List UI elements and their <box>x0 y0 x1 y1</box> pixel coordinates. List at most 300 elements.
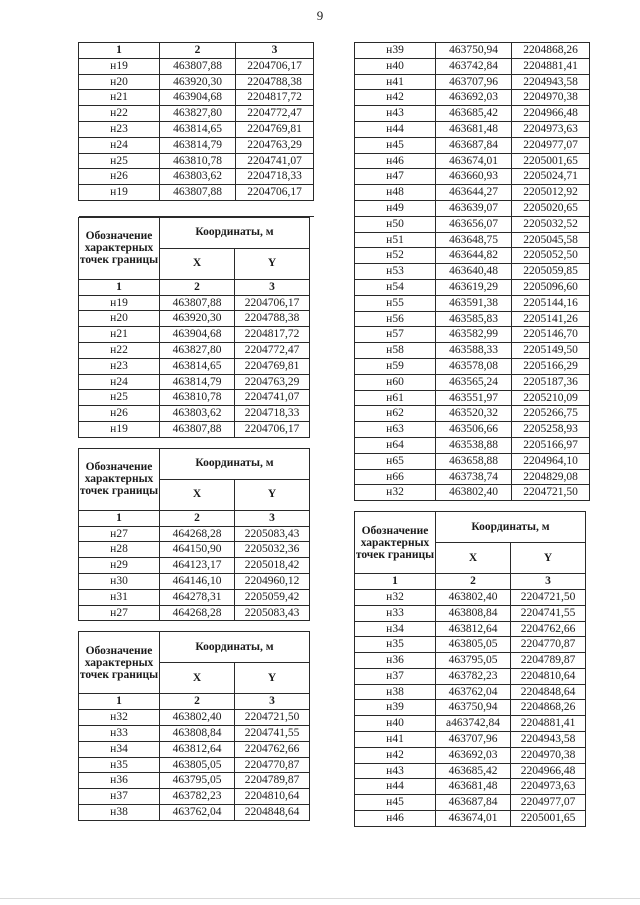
point-id-cell: н19 <box>79 58 160 74</box>
point-id-cell: н56 <box>355 311 436 327</box>
rows <box>79 710 310 821</box>
point-id-cell: н20 <box>79 311 160 327</box>
page-number: 9 <box>316 8 324 23</box>
coords-table-5 <box>354 42 590 501</box>
point-id-cell: н59 <box>355 358 436 374</box>
y-cell: 2204966,48 <box>511 763 586 779</box>
point-id-cell: н53 <box>355 264 436 280</box>
point-id-cell: н36 <box>79 773 160 789</box>
x-header: X <box>160 663 235 694</box>
designation-header: Обозначение характерных точек границы <box>79 448 160 510</box>
x-cell: 463782,23 <box>436 668 511 684</box>
point-id-cell: н42 <box>355 747 436 763</box>
x-cell: 463742,84 <box>436 58 512 74</box>
point-id-cell: н36 <box>355 653 436 669</box>
y-cell: 2204789,87 <box>235 773 310 789</box>
x-cell: 463802,40 <box>436 485 512 501</box>
y-cell: 2205032,52 <box>512 216 590 232</box>
x-cell: 463803,62 <box>160 169 236 185</box>
x-cell: 463738,74 <box>436 469 512 485</box>
point-id-cell: н25 <box>79 153 160 169</box>
table-row <box>355 74 590 90</box>
spacer <box>78 621 310 631</box>
y-header: Y <box>235 248 310 279</box>
table-row <box>355 621 586 637</box>
table-row <box>79 542 310 558</box>
table-row <box>355 469 590 485</box>
y-cell: 2204741,07 <box>235 390 310 406</box>
y-cell: 2204769,81 <box>235 358 310 374</box>
y-cell: 2204769,81 <box>236 121 314 137</box>
table-row <box>355 453 590 469</box>
x-cell: 463681,48 <box>436 121 512 137</box>
y-cell: 2204721,50 <box>235 710 310 726</box>
x-cell: 463538,88 <box>436 437 512 453</box>
table-row <box>355 311 590 327</box>
table-row <box>79 725 310 741</box>
table-row <box>355 279 590 295</box>
designation-header: Обозначение характерных точек границы <box>79 632 160 694</box>
y-cell: 2204762,66 <box>511 621 586 637</box>
table-row <box>79 58 314 74</box>
point-id-cell: н49 <box>355 200 436 216</box>
coordinates-header: Координаты, м <box>160 632 310 663</box>
point-id-cell: н23 <box>79 121 160 137</box>
point-id-cell: н47 <box>355 169 436 185</box>
table-row <box>355 153 590 169</box>
table-header <box>79 217 310 295</box>
spacer-cell <box>79 200 314 216</box>
point-id-cell: н22 <box>79 106 160 122</box>
point-id-cell: н24 <box>79 374 160 390</box>
y-cell: 2205166,29 <box>512 358 590 374</box>
x-cell: 464278,31 <box>160 589 235 605</box>
table-row <box>355 327 590 343</box>
point-id-cell: н55 <box>355 295 436 311</box>
x-cell: 463814,79 <box>160 374 235 390</box>
col-num-2: 2 <box>436 574 511 590</box>
y-cell: 2204718,33 <box>235 406 310 422</box>
point-id-cell: н44 <box>355 121 436 137</box>
spacer <box>354 501 586 511</box>
y-cell: 2205032,36 <box>235 542 310 558</box>
point-id-cell: н40 <box>355 716 436 732</box>
x-cell: 463591,38 <box>436 295 512 311</box>
table-row <box>355 589 586 605</box>
point-id-cell: н46 <box>355 153 436 169</box>
y-cell: 2204706,17 <box>236 185 314 201</box>
rows <box>355 43 590 501</box>
x-cell: 463660,93 <box>436 169 512 185</box>
x-cell: 463565,24 <box>436 374 512 390</box>
x-cell: 464150,90 <box>160 542 235 558</box>
x-cell: 463588,33 <box>436 343 512 359</box>
right-column <box>354 42 586 827</box>
y-cell: 2205141,26 <box>512 311 590 327</box>
table-row <box>355 684 586 700</box>
x-cell: 464123,17 <box>160 558 235 574</box>
y-cell: 2204810,64 <box>235 789 310 805</box>
x-cell: 463904,68 <box>160 90 236 106</box>
x-cell: 463805,05 <box>160 757 235 773</box>
table-row <box>355 185 590 201</box>
coordinates-header: Координаты, м <box>436 512 586 543</box>
col-num-2: 2 <box>160 279 235 295</box>
table-row <box>355 216 590 232</box>
x-cell: 463520,32 <box>436 406 512 422</box>
rows <box>79 58 314 200</box>
y-header: Y <box>235 479 310 510</box>
column-number-row <box>79 694 310 710</box>
y-cell: 2204868,26 <box>511 700 586 716</box>
table-row <box>355 811 586 827</box>
x-cell: 463802,40 <box>160 710 235 726</box>
col-num-1: 1 <box>79 694 160 710</box>
point-id-cell: н30 <box>79 573 160 589</box>
point-id-cell: н33 <box>355 605 436 621</box>
x-cell: 463808,84 <box>160 725 235 741</box>
point-id-cell: н42 <box>355 90 436 106</box>
point-id-cell: н58 <box>355 343 436 359</box>
point-id-cell: н43 <box>355 763 436 779</box>
point-id-cell: н27 <box>79 605 160 621</box>
y-cell: 2204817,72 <box>235 327 310 343</box>
table-row <box>79 295 310 311</box>
point-id-cell: н44 <box>355 779 436 795</box>
y-cell: 2204772,47 <box>235 342 310 358</box>
coords-table-4 <box>78 631 310 820</box>
x-cell: 463681,48 <box>436 779 511 795</box>
col-num-3: 3 <box>511 574 586 590</box>
table-row <box>355 90 590 106</box>
point-id-cell: н31 <box>79 589 160 605</box>
x-cell: 463827,80 <box>160 106 236 122</box>
y-cell: 2204881,41 <box>512 58 590 74</box>
point-id-cell: н52 <box>355 248 436 264</box>
y-cell: 2204848,64 <box>511 684 586 700</box>
table-row <box>79 153 314 169</box>
coords-table-2 <box>78 217 310 438</box>
point-id-cell: н46 <box>355 811 436 827</box>
y-cell: 2205258,93 <box>512 422 590 438</box>
x-header: X <box>160 248 235 279</box>
x-cell: 463687,84 <box>436 795 511 811</box>
y-cell: 2204763,29 <box>235 374 310 390</box>
x-cell: 463805,05 <box>436 637 511 653</box>
x-cell: 463812,64 <box>436 621 511 637</box>
table-row <box>79 74 314 90</box>
y-cell: 2205146,70 <box>512 327 590 343</box>
x-cell: 463685,42 <box>436 106 512 122</box>
table-row <box>79 137 314 153</box>
table-row <box>355 121 590 137</box>
point-id-cell: н28 <box>79 542 160 558</box>
point-id-cell: н45 <box>355 137 436 153</box>
x-cell: 463807,88 <box>160 185 236 201</box>
y-cell: 2204721,50 <box>512 485 590 501</box>
y-cell: 2204772,47 <box>236 106 314 122</box>
col-num-3: 3 <box>236 43 314 59</box>
point-id-cell: н40 <box>355 58 436 74</box>
table-row <box>355 747 586 763</box>
table-header <box>355 512 586 590</box>
x-cell: 463506,66 <box>436 422 512 438</box>
x-cell: 463762,04 <box>436 684 511 700</box>
point-id-cell: н34 <box>79 741 160 757</box>
x-cell: 463814,79 <box>160 137 236 153</box>
point-id-cell: н26 <box>79 169 160 185</box>
point-id-cell: н35 <box>355 637 436 653</box>
table-header <box>79 448 310 526</box>
col-num-3: 3 <box>235 510 310 526</box>
column-number-row <box>79 279 310 295</box>
col-num-1: 1 <box>79 43 160 59</box>
table-row <box>79 573 310 589</box>
point-id-cell: н54 <box>355 279 436 295</box>
point-id-cell: н43 <box>355 106 436 122</box>
x-cell: 463644,82 <box>436 248 512 264</box>
y-cell: 2205020,65 <box>512 200 590 216</box>
x-header: X <box>160 479 235 510</box>
y-cell: 2205001,65 <box>511 811 586 827</box>
point-id-cell: н60 <box>355 374 436 390</box>
point-id-cell: н32 <box>355 485 436 501</box>
table-row <box>355 248 590 264</box>
point-id-cell: н32 <box>355 589 436 605</box>
y-cell: 2204964,10 <box>512 453 590 469</box>
point-id-cell: н48 <box>355 185 436 201</box>
table-row <box>79 526 310 542</box>
y-cell: 2204848,64 <box>235 804 310 820</box>
x-header: X <box>436 543 511 574</box>
x-cell: 463707,96 <box>436 732 511 748</box>
table-header <box>79 632 310 710</box>
y-cell: 2204763,29 <box>236 137 314 153</box>
y-cell: 2204977,07 <box>511 795 586 811</box>
y-cell: 2204960,12 <box>235 573 310 589</box>
x-cell: 463619,29 <box>436 279 512 295</box>
x-cell: 463812,64 <box>160 741 235 757</box>
y-cell: 2204770,87 <box>235 757 310 773</box>
col-num-2: 2 <box>160 694 235 710</box>
coordinates-header: Координаты, м <box>160 217 310 248</box>
y-cell: 2205144,16 <box>512 295 590 311</box>
spacer <box>79 200 314 216</box>
point-id-cell: н21 <box>79 327 160 343</box>
x-cell: 463674,01 <box>436 811 511 827</box>
x-cell: 463802,40 <box>436 589 511 605</box>
coords-table-1 <box>78 42 314 217</box>
point-id-cell: н38 <box>355 684 436 700</box>
table-row <box>79 605 310 621</box>
point-id-cell: н21 <box>79 90 160 106</box>
point-id-cell: н50 <box>355 216 436 232</box>
table-row <box>79 789 310 805</box>
table-row <box>355 106 590 122</box>
table-row <box>355 264 590 280</box>
point-id-cell: н57 <box>355 327 436 343</box>
y-cell: 2204706,17 <box>235 295 310 311</box>
point-id-cell: н38 <box>79 804 160 820</box>
point-id-cell: н25 <box>79 390 160 406</box>
y-cell: 2204788,38 <box>236 74 314 90</box>
table-row <box>355 295 590 311</box>
point-id-cell: н66 <box>355 469 436 485</box>
table-row <box>79 406 310 422</box>
x-cell: 463807,88 <box>160 295 235 311</box>
y-cell: 2204741,07 <box>236 153 314 169</box>
point-id-cell: н29 <box>79 558 160 574</box>
table-row <box>355 605 586 621</box>
y-cell: 2204706,17 <box>235 421 310 437</box>
x-cell: 463644,27 <box>436 185 512 201</box>
point-id-cell: н62 <box>355 406 436 422</box>
y-cell: 2205083,43 <box>235 605 310 621</box>
left-column <box>78 42 310 821</box>
point-id-cell: н37 <box>79 789 160 805</box>
table-body <box>79 43 314 59</box>
x-cell: 463810,78 <box>160 390 235 406</box>
y-cell: 2204881,41 <box>511 716 586 732</box>
y-cell: 2205096,60 <box>512 279 590 295</box>
x-cell: 463808,84 <box>436 605 511 621</box>
coordinates-header: Координаты, м <box>160 448 310 479</box>
x-cell: 463656,07 <box>436 216 512 232</box>
y-cell: 2205001,65 <box>512 153 590 169</box>
table-row <box>79 311 310 327</box>
x-cell: 463707,96 <box>436 74 512 90</box>
point-id-cell: н45 <box>355 795 436 811</box>
col-num-2: 2 <box>160 43 236 59</box>
table-row <box>79 589 310 605</box>
y-cell: 2204718,33 <box>236 169 314 185</box>
y-cell: 2205045,58 <box>512 232 590 248</box>
x-cell: 463795,05 <box>436 653 511 669</box>
table-row <box>79 804 310 820</box>
col-num-3: 3 <box>235 279 310 295</box>
x-cell: 463692,03 <box>436 90 512 106</box>
y-cell: 2205266,75 <box>512 406 590 422</box>
table-row <box>355 390 590 406</box>
y-cell: 2205187,36 <box>512 374 590 390</box>
y-cell: 2205012,92 <box>512 185 590 201</box>
point-id-cell: н22 <box>79 342 160 358</box>
y-cell: 2205024,71 <box>512 169 590 185</box>
y-cell: 2204762,66 <box>235 741 310 757</box>
table-row <box>355 779 586 795</box>
table-row <box>355 374 590 390</box>
y-cell: 2205052,50 <box>512 248 590 264</box>
x-cell: 463578,08 <box>436 358 512 374</box>
y-cell: 2204721,50 <box>511 589 586 605</box>
y-cell: 2204977,07 <box>512 137 590 153</box>
spacer <box>78 438 310 448</box>
table-row <box>79 169 314 185</box>
y-cell: 2204943,58 <box>512 74 590 90</box>
table-row <box>355 358 590 374</box>
y-cell: 2204973,63 <box>511 779 586 795</box>
y-cell: 2204970,38 <box>511 747 586 763</box>
x-cell: 463750,94 <box>436 43 512 59</box>
point-id-cell: н27 <box>79 526 160 542</box>
point-id-cell: н41 <box>355 732 436 748</box>
rows <box>79 295 310 437</box>
point-id-cell: н33 <box>79 725 160 741</box>
table-row <box>79 358 310 374</box>
x-cell: а463742,84 <box>436 716 511 732</box>
table-row <box>355 716 586 732</box>
designation-header: Обозначение характерных точек границы <box>79 217 160 279</box>
x-cell: 463782,23 <box>160 789 235 805</box>
table-row <box>355 232 590 248</box>
y-cell: 2204970,38 <box>512 90 590 106</box>
x-cell: 463920,30 <box>160 74 236 90</box>
table-row <box>79 106 314 122</box>
col-num-1: 1 <box>355 574 436 590</box>
x-cell: 463582,99 <box>436 327 512 343</box>
point-id-cell: н63 <box>355 422 436 438</box>
y-cell: 2204741,55 <box>235 725 310 741</box>
col-num-1: 1 <box>79 279 160 295</box>
point-id-cell: н65 <box>355 453 436 469</box>
table-row <box>79 374 310 390</box>
table-row <box>355 437 590 453</box>
x-cell: 463827,80 <box>160 342 235 358</box>
table-row <box>79 773 310 789</box>
y-cell: 2204868,26 <box>512 43 590 59</box>
table-row <box>79 121 314 137</box>
col-num-2: 2 <box>160 510 235 526</box>
y-cell: 2205018,42 <box>235 558 310 574</box>
x-cell: 463920,30 <box>160 311 235 327</box>
table-row <box>355 763 586 779</box>
table-row <box>355 406 590 422</box>
point-id-cell: н32 <box>79 710 160 726</box>
point-id-cell: н20 <box>79 74 160 90</box>
y-cell: 2205059,42 <box>235 589 310 605</box>
table-row <box>355 343 590 359</box>
x-cell: 464268,28 <box>160 605 235 621</box>
x-cell: 463685,42 <box>436 763 511 779</box>
y-cell: 2204966,48 <box>512 106 590 122</box>
table-row <box>355 668 586 684</box>
x-cell: 463648,75 <box>436 232 512 248</box>
column-number-row <box>355 574 586 590</box>
table-row <box>79 558 310 574</box>
x-cell: 463750,94 <box>436 700 511 716</box>
table-row <box>355 653 586 669</box>
table-row <box>79 327 310 343</box>
y-cell: 2204706,17 <box>236 58 314 74</box>
point-id-cell: н37 <box>355 668 436 684</box>
table-row <box>355 43 590 59</box>
x-cell: 463658,88 <box>436 453 512 469</box>
table-row <box>355 700 586 716</box>
table-row <box>79 710 310 726</box>
x-cell: 463551,97 <box>436 390 512 406</box>
point-id-cell: н61 <box>355 390 436 406</box>
table-row <box>355 732 586 748</box>
point-id-cell: н64 <box>355 437 436 453</box>
point-id-cell: н19 <box>79 421 160 437</box>
y-cell: 2204789,87 <box>511 653 586 669</box>
y-cell: 2204810,64 <box>511 668 586 684</box>
point-id-cell: н39 <box>355 43 436 59</box>
y-header: Y <box>235 663 310 694</box>
y-cell: 2205210,09 <box>512 390 590 406</box>
point-id-cell: н19 <box>79 185 160 201</box>
col-num-3: 3 <box>235 694 310 710</box>
